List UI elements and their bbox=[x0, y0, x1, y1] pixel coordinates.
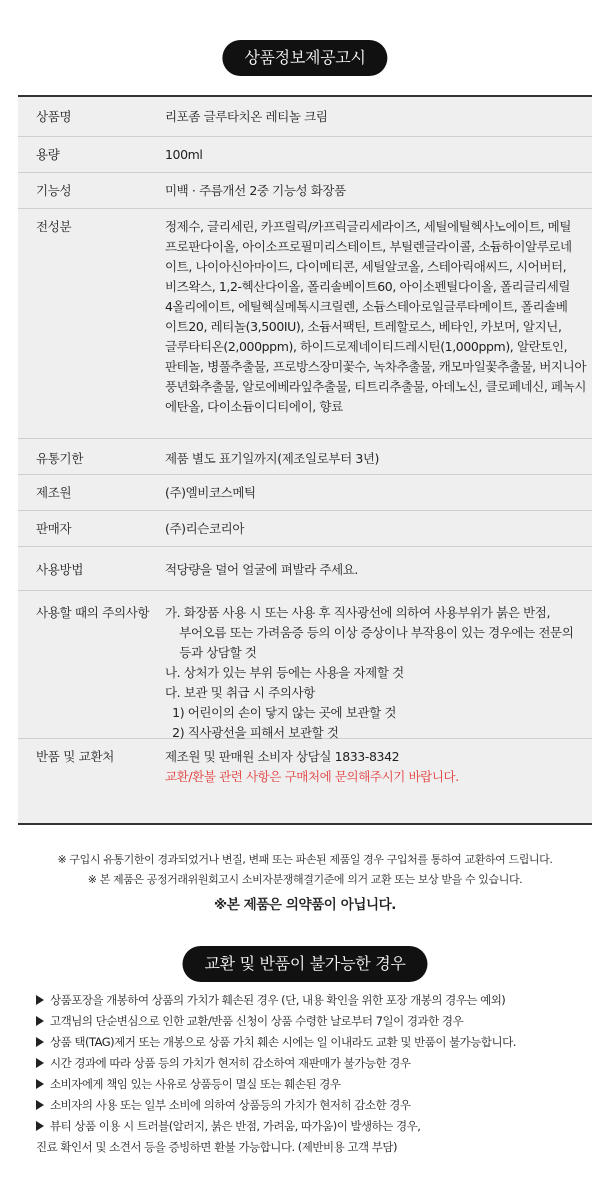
spec-row-manufacturer bbox=[18, 475, 592, 511]
exchange-item-text: 소비자의 사용 또는 일부 소비에 의하여 상품등의 가치가 현저히 감소한 경우 bbox=[50, 1098, 411, 1112]
spec-row-ingredients bbox=[18, 209, 592, 439]
spec-value-line: 미백 · 주름개선 2중 기능성 화장품 bbox=[165, 183, 346, 198]
spec-label-function: 기능성 bbox=[36, 183, 72, 198]
spec-value-line: 이트, 나이아신아마이드, 다이메티콘, 세틸알코올, 스테아릭애씨드, 시어버터, bbox=[165, 259, 567, 274]
spec-value-line: 글루타티온(2,000ppm), 하이드로제네이티드레시틴(1,000ppm), 알란토인, bbox=[165, 339, 568, 354]
spec-value-line: 에탄올, 다이소듐이디티에이, 향료 bbox=[165, 399, 343, 414]
exchange-item bbox=[36, 1095, 596, 1116]
exchange-item-text: 상품포장을 개봉하여 상품의 가치가 훼손된 경우 (단, 내용 확인을 위한 포장 개봉의 경우는 예외) bbox=[50, 993, 506, 1007]
note-expiry-exchange: ※ 구입시 유통기한이 경과되었거나 변질, 변패 또는 파손된 제품일 경우 구입처를 통하여 교환하여 드립니다. bbox=[57, 853, 553, 866]
spec-value-line: 정제수, 글리세린, 카프릴릭/카프릭글리세라이즈, 세틸에틸헥사노에이트, 메틸 bbox=[165, 219, 572, 234]
spec-value-line: 풍년화추출물, 알로에베라잎추출물, 티트리추출물, 아데노신, 클로페네신, 페녹시 bbox=[165, 379, 587, 394]
exchange-item bbox=[36, 990, 596, 1011]
spec-row-volume bbox=[18, 137, 592, 173]
spec-label-cautions: 사용할 때의 주의사항 bbox=[36, 605, 150, 620]
spec-value-function bbox=[152, 181, 592, 208]
spec-value-line: 적당량을 덜어 얼굴에 펴발라 주세요. bbox=[165, 562, 358, 577]
spec-value-line: 가. 화장품 사용 시 또는 사용 후 직사광선에 의하여 사용부위가 붉은 반점, bbox=[165, 605, 551, 620]
triangle-bullet-icon bbox=[36, 1079, 44, 1089]
exchange-item-text: 소비자에게 책임 있는 사유로 상품등이 멸실 또는 훼손된 경우 bbox=[50, 1077, 341, 1091]
exchange-item bbox=[36, 1053, 596, 1074]
product-info-table bbox=[18, 95, 592, 825]
triangle-bullet-icon bbox=[36, 1100, 44, 1110]
spec-value-line: 나. 상처가 있는 부위 등에는 사용을 자제할 것 bbox=[165, 665, 404, 680]
spec-row-return-exchange bbox=[18, 739, 592, 823]
spec-value-line: 프로판다이올, 아이소프로필미리스테이트, 부틸렌글라이콜, 소듐하이알루로네 bbox=[165, 239, 572, 254]
spec-value-line: 부어오름 또는 가려움증 등의 이상 증상이나 부작용이 있는 경우에는 전문의 bbox=[165, 625, 574, 640]
spec-value-usage bbox=[152, 560, 592, 590]
triangle-bullet-icon bbox=[36, 1121, 44, 1131]
spec-row-product-name bbox=[18, 97, 592, 137]
spec-value-product-name bbox=[152, 107, 592, 136]
note-consumer-dispute: ※ 본 제품은 공정거래위원회고시 소비자분쟁해결기준에 의거 교환 또는 보상 받을 수 있습니다. bbox=[87, 873, 523, 886]
spec-value-seller bbox=[152, 519, 592, 546]
triangle-bullet-icon bbox=[36, 1058, 44, 1068]
spec-value-line: 이트20, 레티놀(3,500IU), 소듐서팩틴, 트레할로스, 베타인, 카보머, 알지닌, bbox=[165, 319, 562, 334]
triangle-bullet-icon bbox=[36, 995, 44, 1005]
spec-label-return-exchange: 반품 및 교환처 bbox=[36, 749, 114, 764]
spec-label-ingredients: 전성분 bbox=[36, 219, 72, 234]
spec-value-return-exchange bbox=[152, 747, 592, 823]
spec-value-line: 리포좀 글루타치온 레티놀 크림 bbox=[165, 109, 328, 124]
return-notice-red: 교환/환불 관련 사항은 구매처에 문의해주시기 바랍니다. bbox=[165, 769, 459, 784]
spec-label-manufacturer: 제조원 bbox=[36, 485, 72, 500]
triangle-bullet-icon bbox=[36, 1016, 44, 1026]
note-not-medicine: ※본 제품은 의약품이 아닙니다. bbox=[213, 897, 397, 913]
section-title-product-info: 상품정보제공고시 bbox=[222, 40, 387, 76]
exchange-item bbox=[36, 1032, 596, 1053]
spec-value-line: 다. 보관 및 취급 시 주의사항 bbox=[165, 685, 315, 700]
exchange-item bbox=[36, 1074, 596, 1095]
spec-value-ingredients bbox=[152, 217, 598, 438]
spec-value-manufacturer bbox=[152, 483, 592, 510]
spec-value-line: 판테놀, 병풀추출물, 프로방스장미꽃수, 녹차추출물, 캐모마일꽃추출물, 버지니아 bbox=[165, 359, 587, 374]
exchange-item-text: 상품 택(TAG)제거 또는 개봉으로 상품 가치 훼손 시에는 일 이내라도 교환 및 반품이 불가능합니다. bbox=[50, 1035, 516, 1049]
exchange-item-text: 시간 경과에 따라 상품 등의 가치가 현저히 감소하여 재판매가 불가능한 경우 bbox=[50, 1056, 411, 1070]
spec-value-line: 제품 별도 표기일까지(제조일로부터 3년) bbox=[165, 451, 380, 466]
spec-value-line: 등과 상담할 것 bbox=[165, 645, 257, 660]
exchange-restriction-list bbox=[36, 990, 596, 1158]
spec-value-line: (주)리슨코리아 bbox=[165, 521, 245, 536]
spec-label-seller: 판매자 bbox=[36, 521, 72, 536]
spec-value-line: 2) 직사광선을 피해서 보관할 것 bbox=[165, 725, 339, 740]
exchange-item-text: 뷰티 상품 이용 시 트러블(알러지, 붉은 반점, 가려움, 따가움)이 발생하는 경우, bbox=[50, 1119, 421, 1133]
spec-label-product-name: 상품명 bbox=[36, 109, 72, 124]
exchange-item-text: 고객님의 단순변심으로 인한 교환/반품 신청이 상품 수령한 날로부터 7일이 경과한 경우 bbox=[50, 1014, 464, 1028]
spec-value-volume bbox=[152, 145, 592, 172]
spec-label-expiry: 유통기한 bbox=[36, 451, 84, 466]
spec-row-cautions bbox=[18, 591, 592, 739]
spec-row-function bbox=[18, 173, 592, 209]
exchange-item bbox=[36, 1011, 596, 1032]
spec-value-line: 비즈왁스, 1,2-헥산다이올, 폴리솔베이트60, 아이소펜틸다이올, 폴리글리세릴 bbox=[165, 279, 571, 294]
spec-row-expiry bbox=[18, 439, 592, 475]
spec-value-line: 100ml bbox=[165, 147, 203, 162]
spec-value-line: 1) 어린이의 손이 닿지 않는 곳에 보관할 것 bbox=[165, 705, 396, 720]
spec-value-line: (주)엘비코스메틱 bbox=[165, 485, 256, 500]
spec-row-usage bbox=[18, 547, 592, 591]
spec-value-line: 4올리에이트, 에틸헥실메톡시크릴렌, 소듐스테아로일글루타메이트, 폴리솔베 bbox=[165, 299, 568, 314]
spec-value-cautions bbox=[152, 603, 592, 738]
spec-label-volume: 용량 bbox=[36, 147, 60, 162]
exchange-item-continuation: 진료 확인서 및 소견서 등을 증빙하면 환불 가능합니다. (제반비용 고객 부담) bbox=[36, 1140, 397, 1154]
exchange-item bbox=[36, 1116, 596, 1137]
spec-value-line: 제조원 및 판매원 소비자 상담실 1833-8342 bbox=[165, 749, 400, 764]
spec-label-usage: 사용방법 bbox=[36, 562, 84, 577]
spec-value-expiry bbox=[152, 449, 592, 474]
section-title-exchange: 교환 및 반품이 불가능한 경우 bbox=[182, 946, 427, 982]
triangle-bullet-icon bbox=[36, 1037, 44, 1047]
spec-row-seller bbox=[18, 511, 592, 547]
